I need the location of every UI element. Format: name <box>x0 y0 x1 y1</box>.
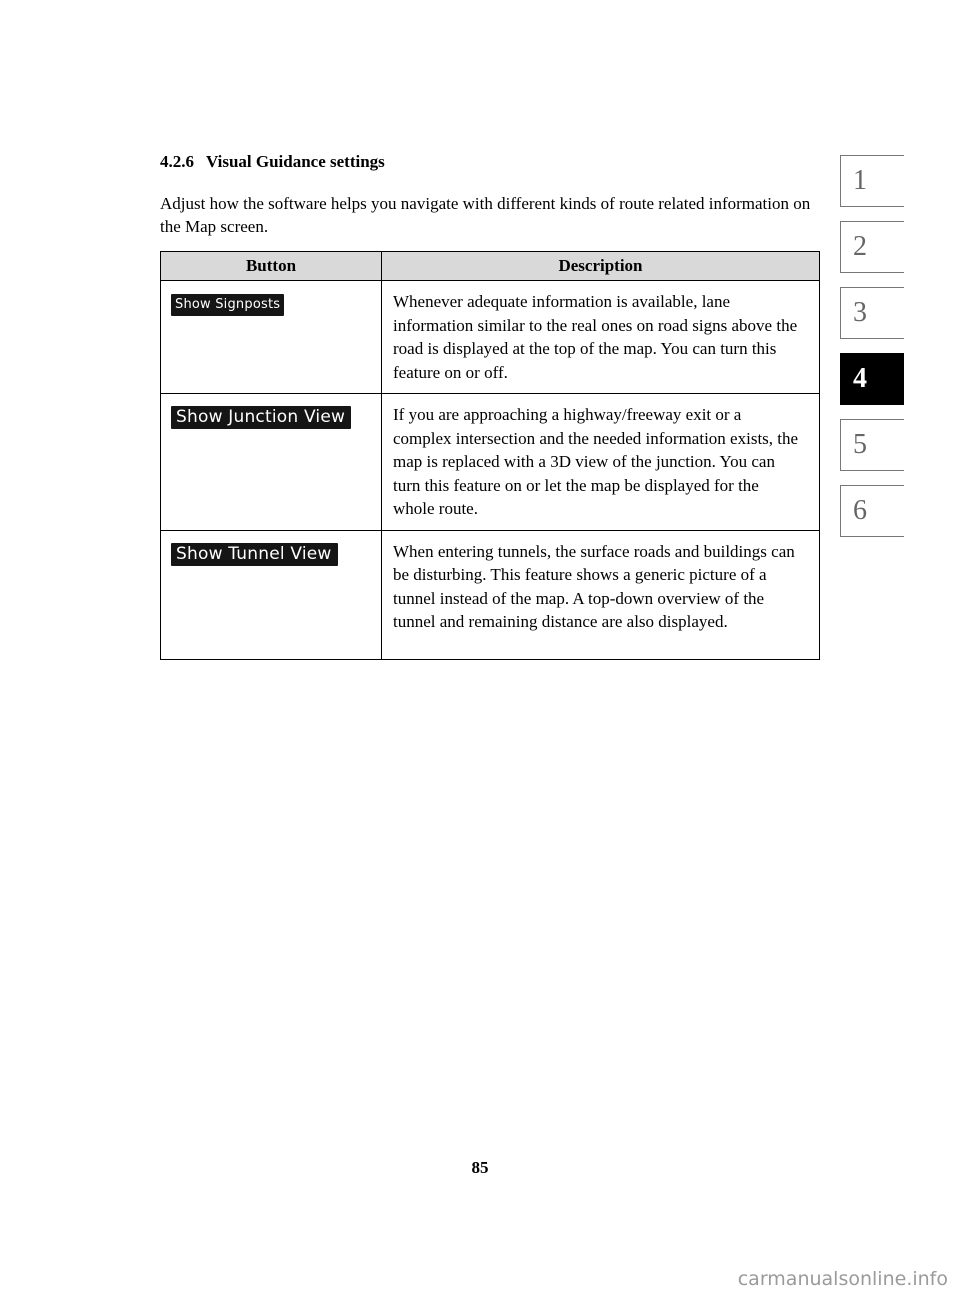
chapter-tab-5[interactable]: 5 <box>840 419 904 471</box>
section-intro: Adjust how the software helps you navigate with different kinds of route related information on the Map screen. <box>160 194 811 236</box>
show-tunnel-view-button[interactable]: Show Tunnel View <box>171 543 338 566</box>
description-cell: If you are approaching a highway/freeway exit or a complex intersection and the needed information exists, the map is replaced with a 3D view of the junction. You can turn this feature on or let the map be displayed for the whole route. <box>382 394 820 531</box>
table-row <box>161 530 820 659</box>
show-signposts-button[interactable]: Show Signposts <box>171 294 284 316</box>
section-title: Visual Guidance settings <box>205 152 385 171</box>
table-row <box>161 281 820 394</box>
chapter-tab-6[interactable]: 6 <box>840 485 904 537</box>
chapter-tab-4-active[interactable]: 4 <box>840 353 904 405</box>
button-cell <box>161 530 382 659</box>
chapter-tab-1[interactable]: 1 <box>840 155 904 207</box>
section-number: 4.2.6 <box>160 152 194 171</box>
button-cell <box>161 281 382 394</box>
section-heading <box>160 152 385 172</box>
button-cell <box>161 394 382 531</box>
watermark: carmanualsonline.info <box>737 1268 948 1290</box>
chapter-tab-2[interactable]: 2 <box>840 221 904 273</box>
description-cell: Whenever adequate information is available, lane information similar to the real ones on road signs above the road is displayed at the top of the map. You can turn this feature on or off. <box>382 281 820 394</box>
description-cell: When entering tunnels, the surface roads and buildings can be disturbing. This feature shows a generic picture of a tunnel instead of the map. A top-down overview of the tunnel and remaining distance are also displayed. <box>382 530 820 659</box>
show-junction-view-button[interactable]: Show Junction View <box>171 406 351 429</box>
settings-table <box>160 251 820 660</box>
header-button: Button <box>161 252 382 281</box>
header-description: Description <box>382 252 820 281</box>
table-header-row <box>161 252 820 281</box>
table-row <box>161 394 820 531</box>
page-number: 85 <box>471 1158 489 1177</box>
chapter-tab-3[interactable]: 3 <box>840 287 904 339</box>
